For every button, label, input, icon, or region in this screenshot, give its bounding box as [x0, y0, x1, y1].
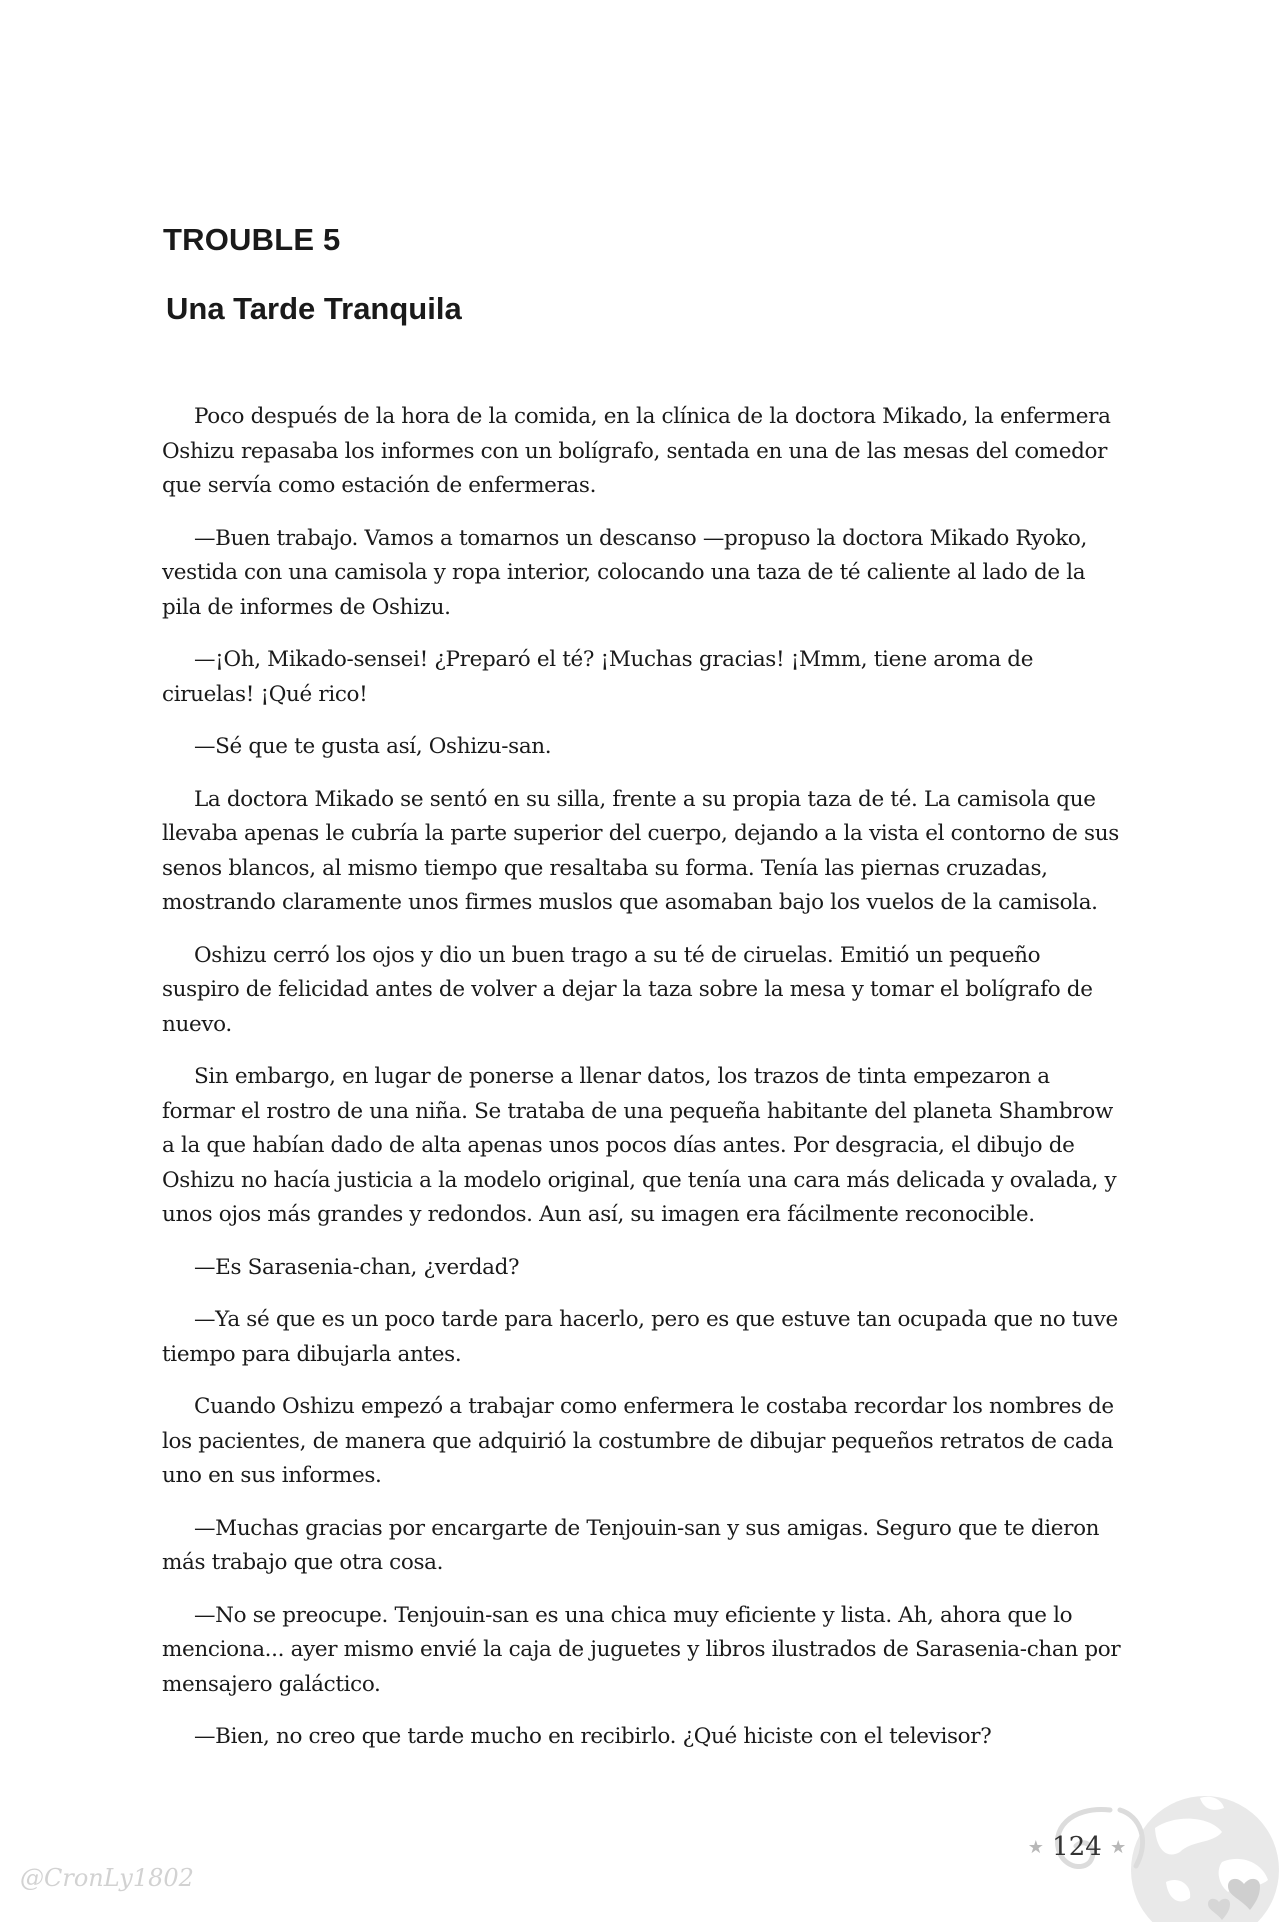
watermark: @CronLy1802	[20, 1864, 194, 1892]
chapter-title: Una Tarde Tranquila	[166, 291, 462, 326]
page-number	[1018, 1832, 1136, 1862]
star-icon: ★	[1027, 1837, 1044, 1858]
paragraph: Poco después de la hora de la comida, en la clínica de la doctora Mikado, la enfermera Oshizu repasaba los informes con un bolígrafo, sentada en una de las mesas del comedor que servía como estación de enfermeras.	[162, 404, 1111, 498]
paragraph: —Muchas gracias por encargarte de Tenjouin-san y sus amigas. Seguro que te dieron más trabajo que otra cosa.	[162, 1515, 1100, 1575]
paragraph: —¡Oh, Mikado-sensei! ¿Preparó el té? ¡Muchas gracias! ¡Mmm, tiene aroma de ciruelas! ¡Qué rico!	[162, 647, 1034, 707]
paragraph: —No se preocupe. Tenjouin-san es una chica muy eficiente y lista. Ah, ahora que lo menciona... ayer mismo envié la caja de juguetes y libros ilustrados de Sarasenia-chan por mensajero galáctico.	[162, 1602, 1121, 1697]
body-text	[162, 400, 1122, 1773]
paragraph: Sin embargo, en lugar de ponerse a llenar datos, los trazos de tinta empezaron a formar el rostro de una niña. Se trataba de una pequeña habitante del planeta Shambrow a la que habían dado de alta apenas unos pocos días antes. Por desgracia, el dibujo de Oshizu no hacía justicia a la modelo original, que tenía una cara más delicada y ovalada, y unos ojos más grandes y redondos. Aun así, su imagen era fácilmente reconocible.	[162, 1064, 1117, 1227]
paragraph: —Es Sarasenia-chan, ¿verdad?	[194, 1254, 520, 1280]
paragraph: Oshizu cerró los ojos y dio un buen trago a su té de ciruelas. Emitió un pequeño suspiro de felicidad antes de volver a dejar la taza sobre la mesa y tomar el bolígrafo de nuevo.	[162, 942, 1093, 1037]
paragraph: —Bien, no creo que tarde mucho en recibirlo. ¿Qué hiciste con el televisor?	[194, 1724, 992, 1749]
chapter-label: TROUBLE 5	[163, 222, 341, 257]
paragraph: La doctora Mikado se sentó en su silla, frente a su propia taza de té. La camisola que llevaba apenas le cubría la parte superior del cuerpo, dejando a la vista el contorno de sus senos blancos, al mismo tiempo que resaltaba su forma. Tenía las piernas cruzadas, mostrando claramente unos firmes muslos que asomaban bajo los vuelos de la camisola.	[162, 786, 1119, 915]
page-number-value: 124	[1052, 1832, 1102, 1862]
star-icon: ★	[1110, 1837, 1127, 1858]
paragraph: —Sé que te gusta así, Oshizu-san.	[194, 734, 552, 759]
paragraph: Cuando Oshizu empezó a trabajar como enfermera le costaba recordar los nombres de los pacientes, de manera que adquirió la costumbre de dibujar pequeños retratos de cada uno en sus informes.	[162, 1394, 1114, 1488]
globe-icon	[1131, 1796, 1279, 1922]
paragraph: —Buen trabajo. Vamos a tomarnos un descanso —propuso la doctora Mikado Ryoko, vestida con una camisola y ropa interior, colocando una taza de té caliente al lado de la pila de informes de Oshizu.	[162, 525, 1088, 620]
paragraph: —Ya sé que es un poco tarde para hacerlo, pero es que estuve tan ocupada que no tuve tiempo para dibujarla antes.	[162, 1307, 1118, 1367]
